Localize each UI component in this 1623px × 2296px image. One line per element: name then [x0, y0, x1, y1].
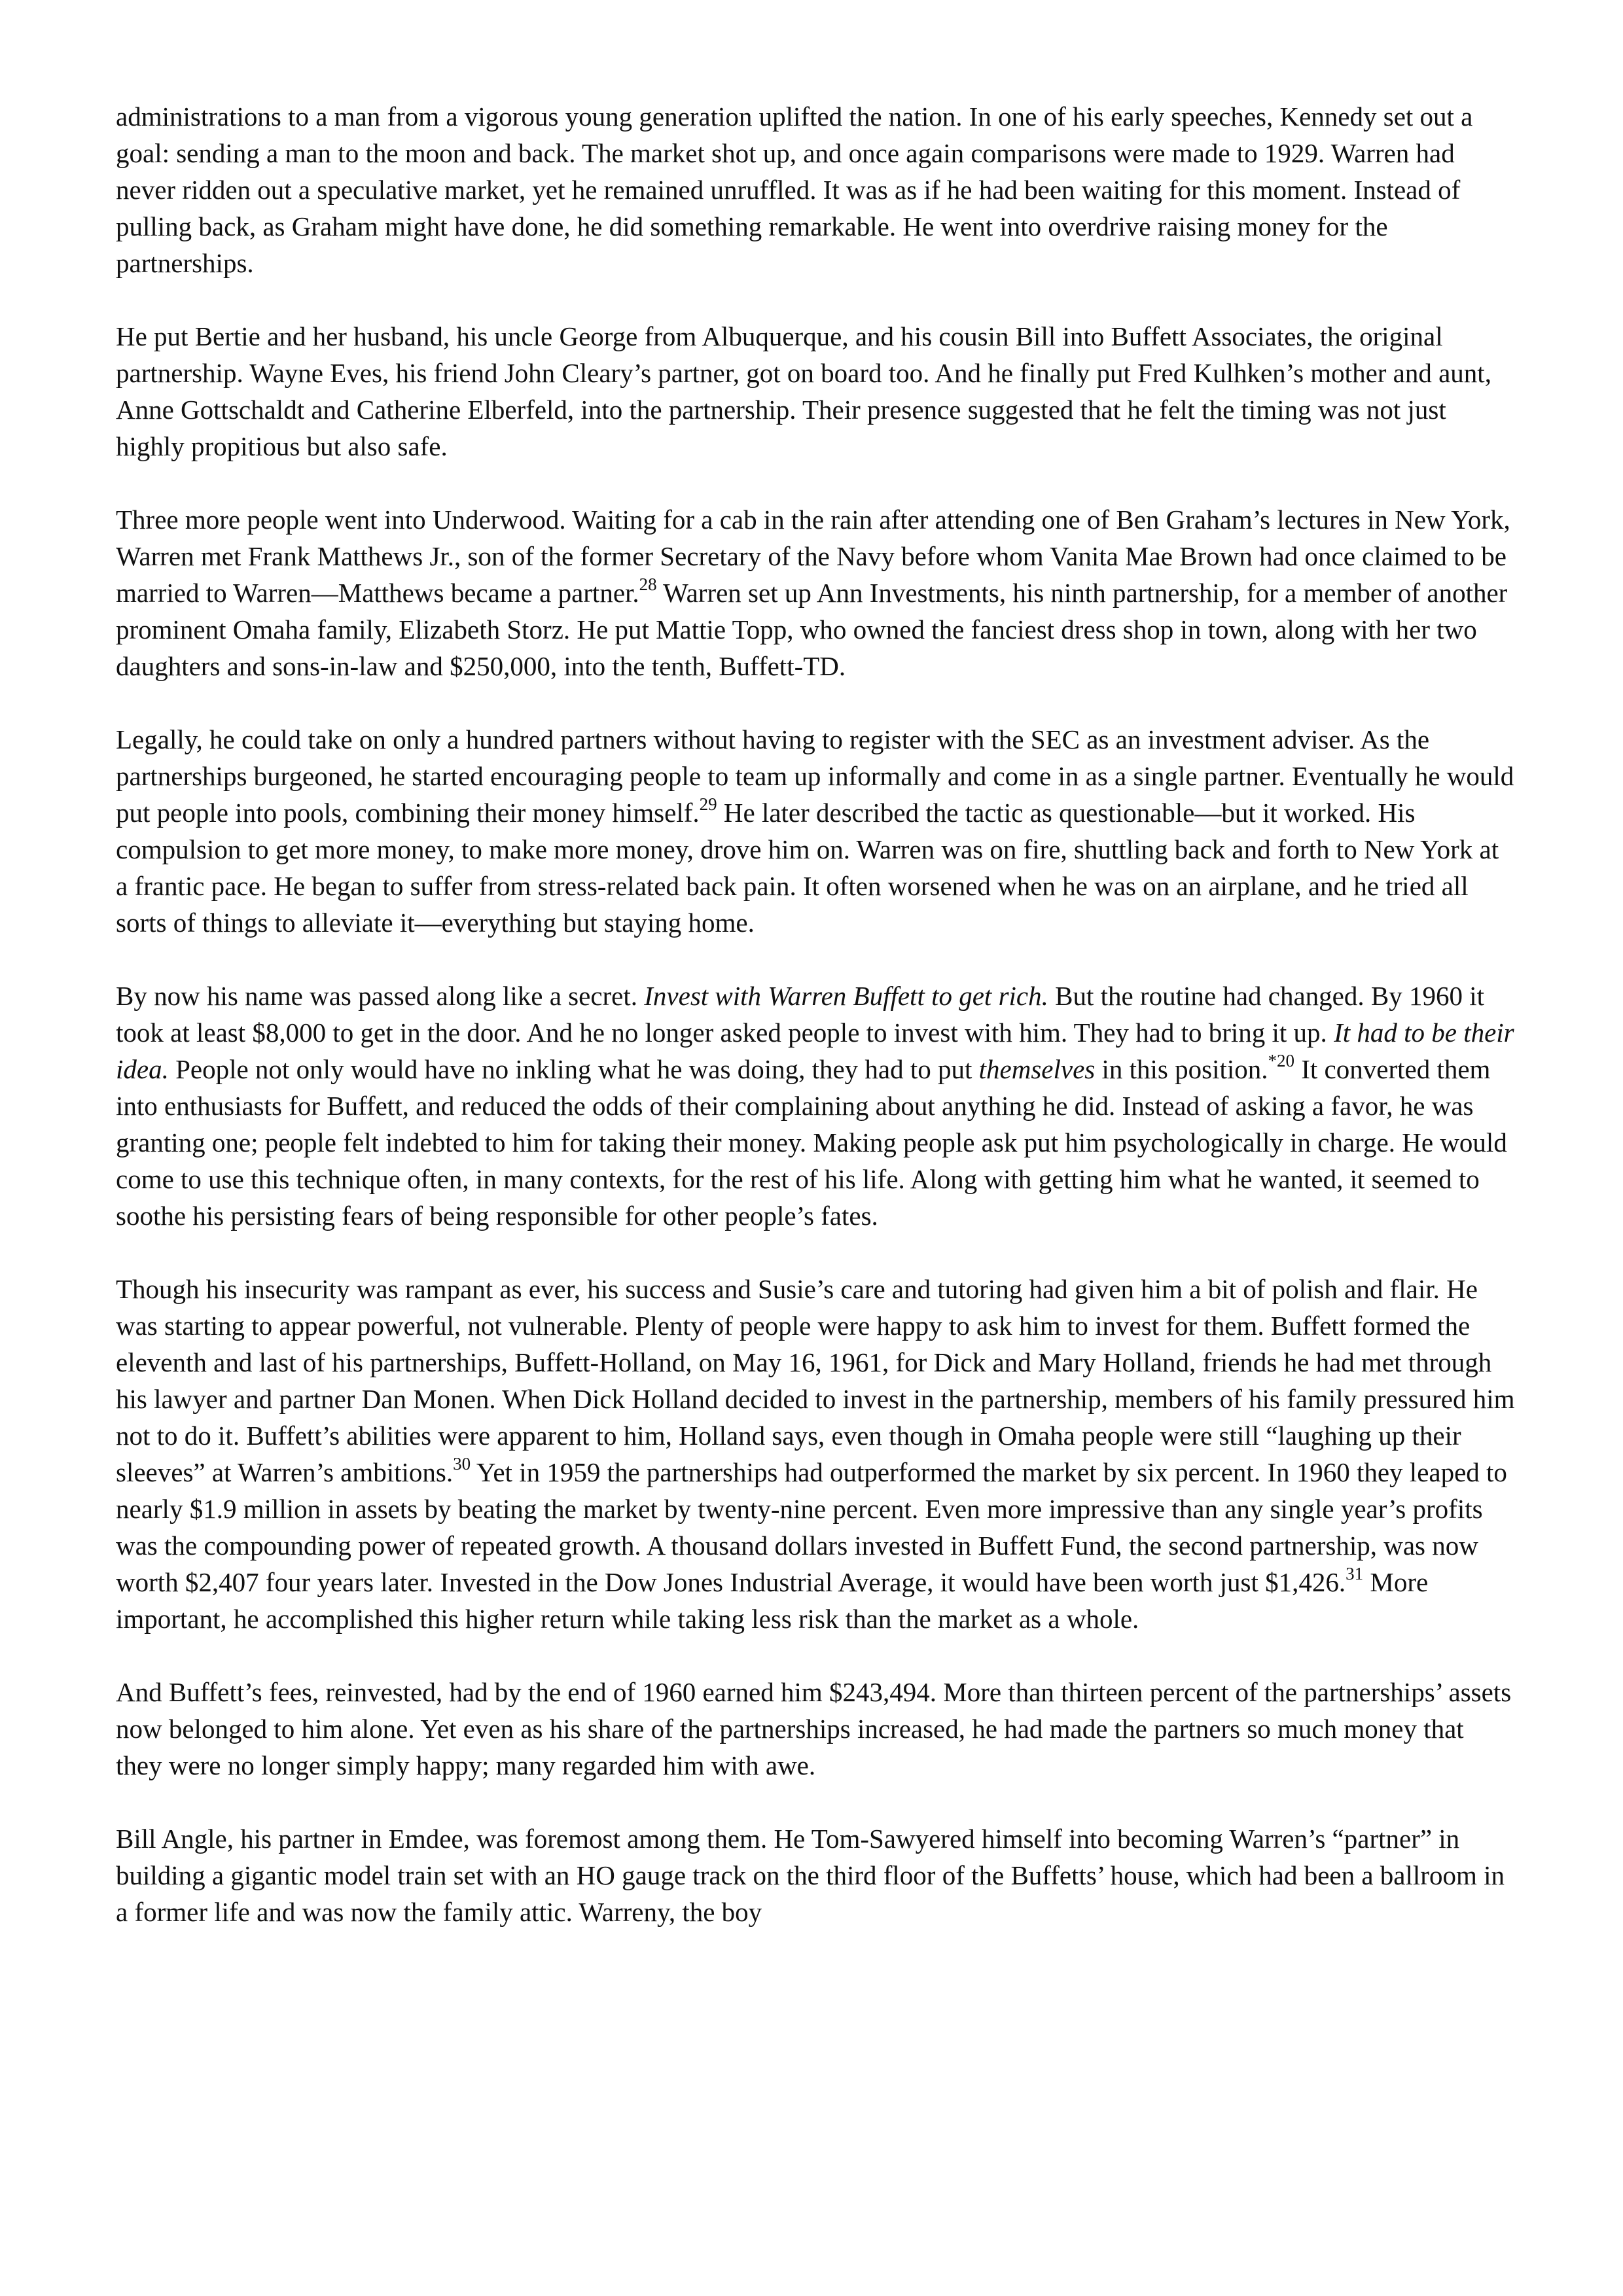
- text-segment: It converted them into enthusiasts for Buffett, and reduced the odds of their complaining about anything he did. Instead of asking a favor, he was granting one; people felt indebted to him for taking their money. Making people ask put him psychologically in charge. He would come to use this technique often, in many contexts, for the rest of his life. Along with getting him what he wanted, it seemed to soothe his persisting fears of being responsible for other people’s fates.: [116, 1054, 1507, 1231]
- text-segment: He put Bertie and her husband, his uncle George from Albuquerque, and his cousin Bill into Buffett Associates, the original partnership. Wayne Eves, his friend John Cleary’s partner, got on board too. And he finally put Fred Kulhken’s mother and aunt, Anne Gottschaldt and Catherine Elberfeld, into the partnership. Their presence suggested that he felt the timing was not just highly propitious but also safe.: [116, 321, 1491, 461]
- text-segment: in this position.: [1095, 1054, 1268, 1084]
- document-page: [116, 98, 1516, 1967]
- text-segment: Though his insecurity was rampant as ever, his success and Susie’s care and tutoring had given him a bit of polish and flair. He was starting to appear powerful, not vulnerable. Plenty of people were happy to ask him to invest for them. Buffett formed the eleventh and last of his partnerships, Buffett-Holland, on May 16, 1961, for Dick and Mary Holland, friends he had met through his lawyer and partner Dan Monen. When Dick Holland decided to invest in the partnership, members of his family pressured him not to do it. Buffett’s abilities were apparent to him, Holland says, even though in Omaha people were still “laughing up their sleeves” at Warren’s ambitions.: [116, 1274, 1515, 1487]
- paragraph-7: [116, 1674, 1516, 1784]
- paragraph-4: [116, 721, 1516, 941]
- paragraph-6: [116, 1271, 1516, 1637]
- text-segment: Warren set up Ann Investments, his ninth partnership, for a member of another prominent Omaha family, Elizabeth Storz. He put Mattie Topp, who owned the fanciest dress shop in town, along with her two daughters and sons-in-law and $250,000, into the tenth, Buffett-TD.: [116, 578, 1508, 681]
- paragraph-2: [116, 318, 1516, 465]
- footnote-ref-31: 31: [1346, 1564, 1364, 1583]
- paragraph-3: [116, 501, 1516, 684]
- footnote-ref-29: 29: [699, 794, 717, 814]
- text-segment: By now his name was passed along like a secret.: [116, 981, 645, 1011]
- text-segment: People not only would have no inkling what he was doing, they had to put: [168, 1054, 979, 1084]
- text-segment: Three more people went into Underwood. Waiting for a cab in the rain after attending one of Ben Graham’s lectures in New York, Warren met Frank Matthews Jr., son of the former Secretary of the Navy before whom Vanita Mae Brown had once claimed to be married to Warren—Matthews became a partner.: [116, 504, 1510, 608]
- italic-text: It had to be their idea.: [116, 1017, 1514, 1084]
- text-segment: He later described the tactic as questionable—but it worked. His compulsion to get more money, to make more money, drove him on. Warren was on fire, shuttling back and forth to New York at a frantic pace. He began to suffer from stress-related back pain. It often worsened when he was on an airplane, and he tried all sorts of things to alleviate it—everything but staying home.: [116, 798, 1499, 938]
- footnote-ref-30: 30: [453, 1454, 471, 1474]
- paragraph-5: [116, 978, 1516, 1234]
- text-segment: And Buffett’s fees, reinvested, had by the end of 1960 earned him $243,494. More than thirteen percent of the partnerships’ assets now belonged to him alone. Yet even as his share of the partnerships increased, he had made the partners so much money that they were no longer simply happy; many regarded him with awe.: [116, 1677, 1512, 1780]
- italic-text: themselves: [978, 1054, 1096, 1084]
- text-segment: Legally, he could take on only a hundred partners without having to register with the SEC as an investment adviser. As the partnerships burgeoned, he started encouraging people to team up informally and come in as a single partner. Eventually he would put people into pools, combining their money himself.: [116, 724, 1514, 828]
- text-segment: Bill Angle, his partner in Emdee, was foremost among them. He Tom-Sawyered himself into becoming Warren’s “partner” in building a gigantic model train set with an HO gauge track on the third floor of the Buffetts’ house, which had been a ballroom in a former life and was now the family attic. Warreny, the boy: [116, 1824, 1505, 1927]
- text-segment: But the routine had changed. By 1960 it took at least $8,000 to get in the door. And he no longer asked people to invest with him. They had to bring it up.: [116, 981, 1485, 1048]
- text-segment: More important, he accomplished this higher return while taking less risk than the market as a whole.: [116, 1567, 1429, 1634]
- footnote-ref-star-20: *20: [1268, 1051, 1295, 1070]
- paragraph-8: [116, 1820, 1516, 1930]
- paragraph-1: [116, 98, 1516, 281]
- footnote-ref-28: 28: [639, 574, 657, 594]
- text-segment: Yet in 1959 the partnerships had outperformed the market by six percent. In 1960 they leaped to nearly $1.9 million in assets by beating the market by twenty-nine percent. Even more impressive than any single year’s profits was the compounding power of repeated growth. A thousand dollars invested in Buffett Fund, the second partnership, was now worth $2,407 four years later. Invested in the Dow Jones Industrial Average, it would have been worth just $1,426.: [116, 1457, 1507, 1597]
- text-segment: administrations to a man from a vigorous young generation uplifted the nation. In one of his early speeches, Kennedy set out a goal: sending a man to the moon and back. The market shot up, and once again comparisons were made to 1929. Warren had never ridden out a speculative market, yet he remained unruffled. It was as if he had been waiting for this moment. Instead of pulling back, as Graham might have done, he did something remarkable. He went into overdrive raising money for the partnerships.: [116, 101, 1473, 278]
- italic-text: Invest with Warren Buffett to get rich.: [644, 981, 1048, 1011]
